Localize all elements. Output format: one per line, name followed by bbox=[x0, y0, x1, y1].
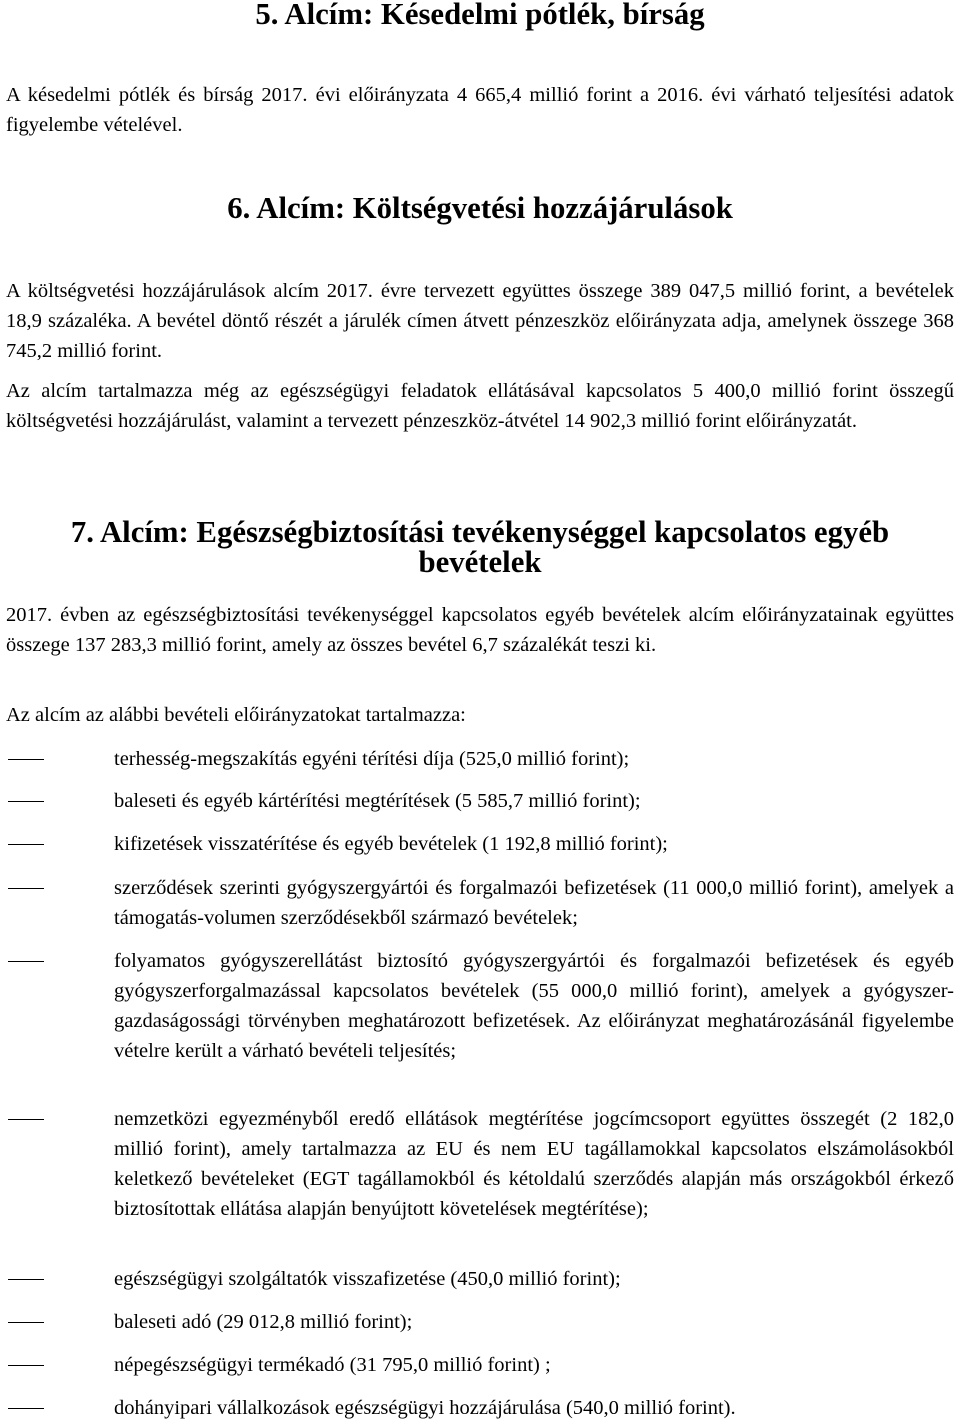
list-item bbox=[6, 786, 954, 816]
list-item-text: kifizetések visszatérítése és egyéb bevételek (1 192,8 millió forint); bbox=[114, 833, 668, 855]
dash-bullet-icon bbox=[6, 744, 114, 774]
list-item bbox=[6, 1350, 954, 1380]
section-7-paragraph-2: Az alcím az alábbi bevételi előirányzatokat tartalmazza: bbox=[6, 704, 466, 726]
list-item bbox=[6, 1264, 954, 1294]
section-5-heading: 5. Alcím: Késedelmi pótlék, bírság bbox=[255, 0, 705, 31]
dash-bullet-icon bbox=[6, 1104, 114, 1224]
list-item-text: baleseti és egyéb kártérítési megtérítések (5 585,7 millió forint); bbox=[114, 790, 641, 812]
list-item bbox=[6, 946, 954, 1066]
list-item-text: népegészségügyi termékadó (31 795,0 millió forint) ; bbox=[114, 1354, 551, 1376]
list-item-text: dohányipari vállalkozások egészségügyi hozzájárulása (540,0 millió forint). bbox=[114, 1397, 736, 1419]
section-6-paragraph-1: A költségvetési hozzájárulások alcím 2017. évre tervezett együttes összege 389 047,5 millió forint, a bevételek 18,9 százaléka. A bevétel döntő részét a járulék címen átvett pénzeszköz előirányzata adja, amelynek összege 368 745,2 millió forint. bbox=[6, 280, 954, 362]
dash-bullet-icon bbox=[6, 1393, 114, 1423]
dash-bullet-icon bbox=[6, 946, 114, 1066]
section-6-heading: 6. Alcím: Költségvetési hozzájárulások bbox=[227, 191, 733, 225]
list-item bbox=[6, 1307, 954, 1337]
list-item-text: terhesség-megszakítás egyéni térítési díja (525,0 millió forint); bbox=[114, 748, 630, 770]
section-7-heading: 7. Alcím: Egészségbiztosítási tevékenységgel kapcsolatos egyéb bevételek bbox=[70, 515, 890, 579]
section-5-paragraph: A késedelmi pótlék és bírság 2017. évi előirányzata 4 665,4 millió forint a 2016. évi várható teljesítési adatok figyelembe vételével. bbox=[6, 84, 954, 136]
dash-bullet-icon bbox=[6, 829, 114, 859]
dash-bullet-icon bbox=[6, 1264, 114, 1294]
section-6-paragraph-2: Az alcím tartalmazza még az egészségügyi feladatok ellátásával kapcsolatos 5 400,0 millió forint összegű költségvetési hozzájárulást, valamint a tervezett pénzeszköz-átvétel 14 902,3 millió forint előirányzatát. bbox=[6, 380, 954, 432]
dash-bullet-icon bbox=[6, 786, 114, 816]
list-item-text: folyamatos gyógyszerellátást biztosító gyógyszergyártói és forgalmazói befizetések és egyéb gyógyszerforgalmazással kapcsolatos bevételek (55 000,0 millió forint), amelyek a gyógyszer-gazdaságossági törvényben meghatározott befizetések. Az előirányzat meghatározásánál figyelembe vételre került a várható bevételi teljesítés; bbox=[114, 950, 954, 1062]
list-item bbox=[6, 1104, 954, 1224]
list-item bbox=[6, 1393, 954, 1423]
dash-bullet-icon bbox=[6, 1350, 114, 1380]
list-item-text: szerződések szerinti gyógyszergyártói és forgalmazói befizetések (11 000,0 millió forint), amelyek a támogatás-volumen szerződésekből származó bevételek; bbox=[114, 877, 954, 929]
dash-bullet-icon bbox=[6, 873, 114, 933]
section-7-paragraph-1: 2017. évben az egészségbiztosítási tevékenységgel kapcsolatos egyéb bevételek alcím előirányzatainak együttes összege 137 283,3 millió forint, amely az összes bevétel 6,7 százalékát teszi ki. bbox=[6, 604, 954, 656]
list-item-text: baleseti adó (29 012,8 millió forint); bbox=[114, 1311, 413, 1333]
list-item bbox=[6, 829, 954, 859]
dash-bullet-icon bbox=[6, 1307, 114, 1337]
list-item bbox=[6, 873, 954, 933]
list-item bbox=[6, 744, 954, 774]
list-item-text: egészségügyi szolgáltatók visszafizetése (450,0 millió forint); bbox=[114, 1268, 621, 1290]
list-item-text: nemzetközi egyezményből eredő ellátások megtérítése jogcímcsoport együttes összegét (2 182,0 millió forint), amely tartalmazza az EU és nem EU tagállamokkal kapcsolatos elszámolásokból keletkező bevételeket (EGT tagállamokból és kétoldalú szerződés alapján más országokból érkező biztosítottak ellátása alapján benyújtott követelések megtérítése); bbox=[114, 1108, 954, 1220]
